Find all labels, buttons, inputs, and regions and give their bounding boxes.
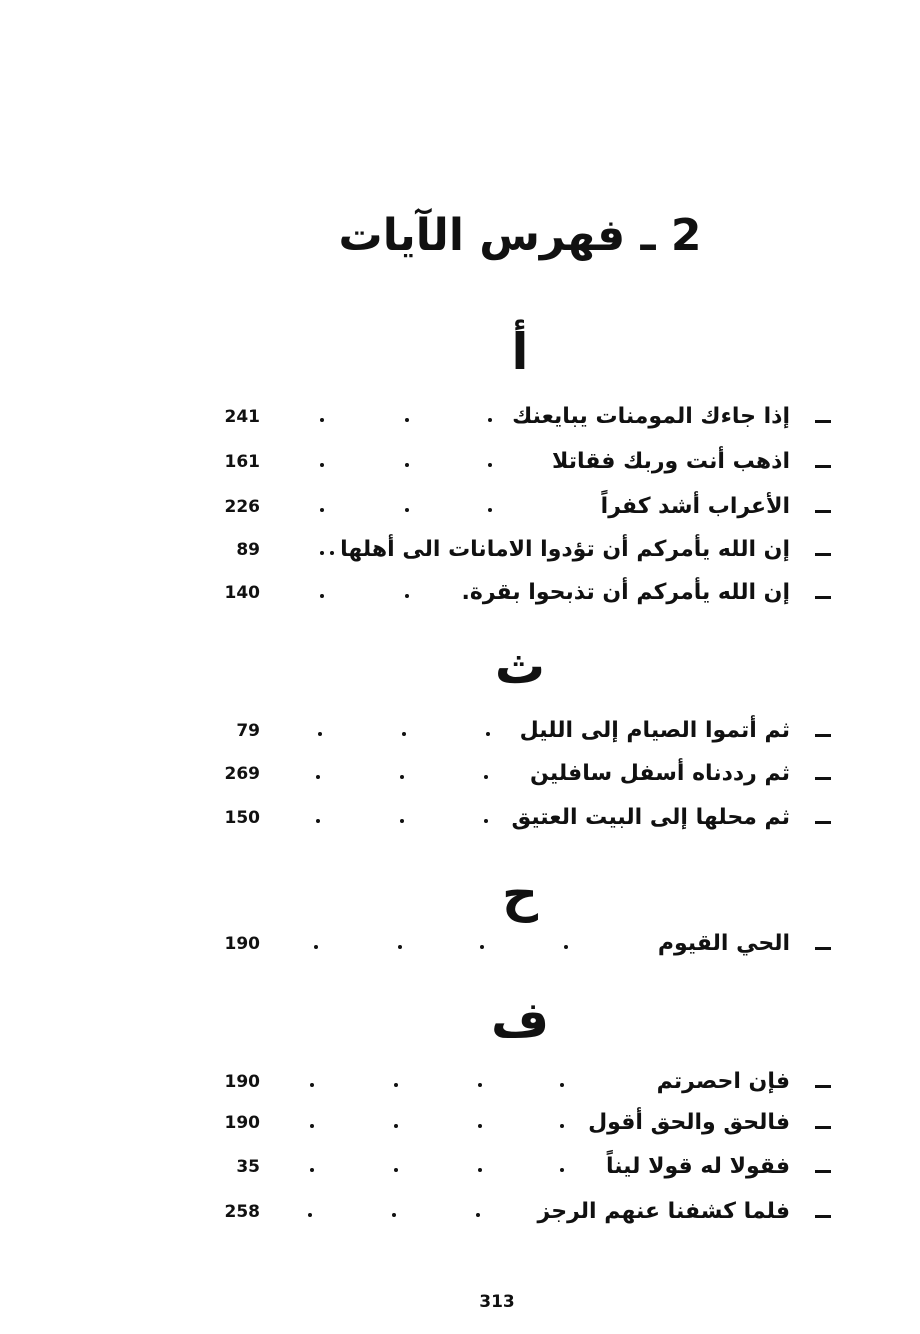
list-item — [0, 1106, 920, 1146]
leader-dot — [398, 945, 402, 949]
leader-dot — [308, 1213, 312, 1217]
entry-dash — [815, 510, 831, 513]
leader-dot — [480, 945, 484, 949]
verse-text: ثم محلها إلى البيت العتيق — [511, 805, 790, 830]
leader-dot — [488, 463, 492, 467]
list-item — [0, 1065, 920, 1105]
leader-dot — [478, 1168, 482, 1172]
leader-dot — [320, 508, 324, 512]
leader-dot — [310, 1124, 314, 1128]
list-item — [0, 400, 920, 440]
entry-dash — [815, 465, 831, 468]
leader-dot — [486, 732, 490, 736]
entry-dash — [815, 1170, 831, 1173]
entry-dash — [815, 947, 831, 950]
verse-text: إن الله يأمركم أن تذبحوا بقرة. — [461, 580, 790, 605]
page-ref: 89 — [236, 540, 260, 560]
verse-text: فلما كشفنا عنهم الرجز — [537, 1199, 790, 1224]
leader-dot — [400, 819, 404, 823]
page-ref: 190 — [224, 1072, 260, 1092]
entry-dash — [815, 1215, 831, 1218]
list-item — [0, 445, 920, 485]
leader-dot — [316, 819, 320, 823]
page-ref: 79 — [236, 721, 260, 741]
leader-dot — [560, 1083, 564, 1087]
entry-dash — [815, 596, 831, 599]
leader-dot — [394, 1083, 398, 1087]
leader-dot — [478, 1124, 482, 1128]
leader-dot — [488, 508, 492, 512]
leader-dot — [560, 1168, 564, 1172]
leader-dot — [405, 418, 409, 422]
verse-text: فالحق والحق أقول — [588, 1110, 790, 1135]
leader-dot — [476, 1213, 480, 1217]
list-item — [0, 490, 920, 530]
leader-dot — [560, 1124, 564, 1128]
verse-text: الحي القيوم — [657, 931, 790, 956]
leader-dot — [318, 732, 322, 736]
list-item — [0, 1195, 920, 1235]
page-ref: 241 — [224, 407, 260, 427]
page-ref: 35 — [236, 1157, 260, 1177]
verse-text: اذهب أنت وربك فقاتلا — [552, 449, 790, 474]
list-item — [0, 1150, 920, 1190]
leader-dot — [484, 775, 488, 779]
leader-dot — [405, 508, 409, 512]
leader-dot — [484, 819, 488, 823]
entry-dash — [815, 553, 831, 556]
leader-dot — [405, 594, 409, 598]
list-item — [0, 801, 920, 841]
leader-dot — [488, 418, 492, 422]
section-letter-fa: ف — [490, 991, 550, 1049]
leader-dot — [320, 594, 324, 598]
leader-dot — [394, 1124, 398, 1128]
leader-dot — [316, 775, 320, 779]
page-ref: 226 — [224, 497, 260, 517]
page-ref: 269 — [224, 764, 260, 784]
page-ref: 150 — [224, 808, 260, 828]
leader-dot — [320, 418, 324, 422]
verse-text: ثم رددناه أسفل سافلين — [530, 761, 790, 786]
section-letter-tha: ث — [494, 637, 546, 695]
page-ref: 140 — [224, 583, 260, 603]
entry-dash — [815, 777, 831, 780]
page-number: 313 — [479, 1292, 515, 1312]
verse-text: الأعراب أشد كفراً — [600, 494, 790, 519]
leader-dot — [320, 551, 324, 555]
entry-dash — [815, 821, 831, 824]
leader-dot — [314, 945, 318, 949]
verse-text: ثم أتموا الصيام إلى الليل — [519, 718, 790, 743]
leader-dot — [320, 463, 324, 467]
leader-dot — [394, 1168, 398, 1172]
verse-text: إن الله يأمركم أن تؤدوا الامانات الى أهلها — [340, 537, 790, 562]
leader-dot — [405, 463, 409, 467]
list-item — [0, 576, 920, 616]
entry-dash — [815, 734, 831, 737]
leader-dot — [392, 1213, 396, 1217]
page-ref: 190 — [224, 1113, 260, 1133]
section-letter-ha: ح — [501, 865, 539, 923]
verse-text: فقولا له قولا ليناً — [605, 1154, 790, 1179]
leader-dot — [402, 732, 406, 736]
list-item — [0, 927, 920, 967]
list-item — [0, 533, 920, 573]
verse-text: إذا جاءك المومنات يبايعنك — [512, 404, 790, 429]
list-item — [0, 757, 920, 797]
page-title: 2 ـ فهرس الآيات — [338, 210, 702, 261]
entry-dash — [815, 1085, 831, 1088]
entry-dash — [815, 420, 831, 423]
leader-dot — [400, 775, 404, 779]
leader-dot — [330, 551, 334, 555]
page-ref: 258 — [224, 1202, 260, 1222]
page-ref: 161 — [224, 452, 260, 472]
list-item — [0, 714, 920, 754]
leader-dot — [564, 945, 568, 949]
verse-text: فإن احصرتم — [656, 1069, 790, 1094]
leader-dot — [310, 1168, 314, 1172]
entry-dash — [815, 1126, 831, 1129]
leader-dot — [310, 1083, 314, 1087]
leader-dot — [478, 1083, 482, 1087]
page-ref: 190 — [224, 934, 260, 954]
section-letter-alef: أ — [511, 323, 529, 381]
